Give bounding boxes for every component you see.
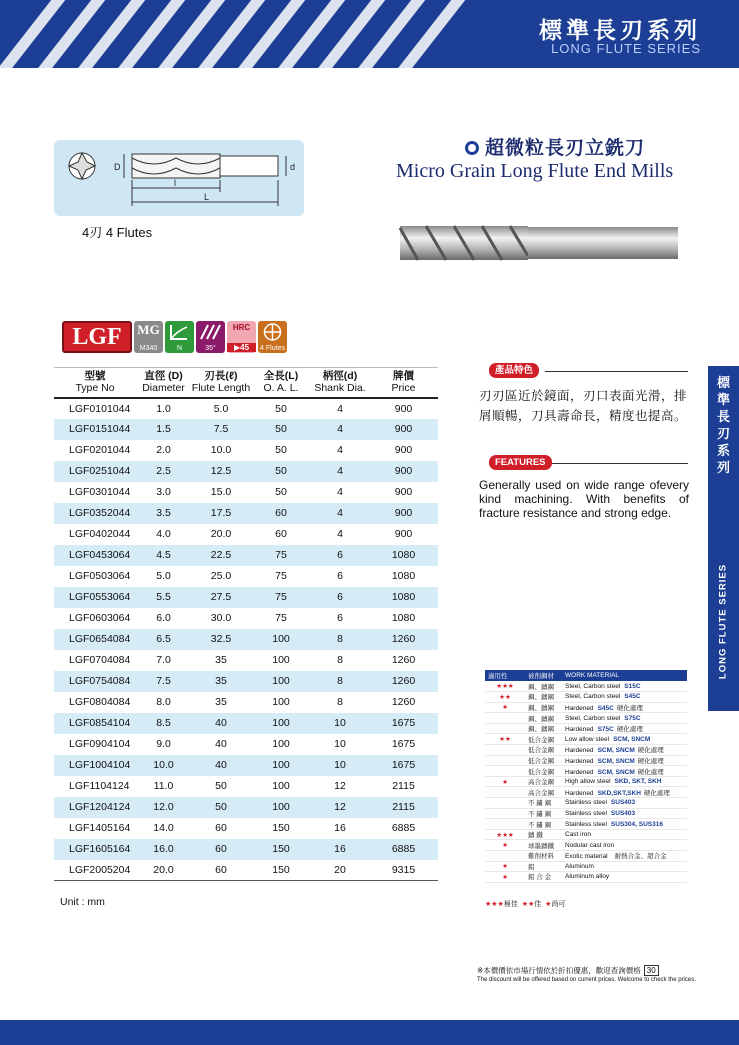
table-cell: 16: [311, 839, 369, 860]
table-cell: 7.5: [136, 671, 191, 692]
work-material-row: [485, 808, 687, 819]
table-cell: 2115: [369, 797, 438, 818]
table-cell: 10.0: [136, 755, 191, 776]
table-cell: LGF0402044: [69, 528, 131, 540]
material-en: Exotic material 耐熱合金、超合金: [562, 851, 687, 862]
bullet-circle-icon: [465, 141, 479, 155]
table-row: [54, 461, 438, 482]
material-zh: 低合金鋼: [525, 766, 562, 777]
material-badge: MG M340: [134, 321, 163, 353]
table-cell: 60: [251, 503, 311, 524]
suitability-stars: [485, 819, 525, 830]
table-cell: 3.5: [136, 503, 191, 524]
work-material-row: [485, 861, 687, 872]
features-tag-en: FEATURES: [489, 455, 552, 470]
table-cell: 900: [369, 503, 438, 524]
table-row: [54, 398, 438, 419]
table-cell: 6: [337, 570, 343, 582]
suitability-stars: ★: [485, 776, 525, 787]
suitability-legend: ★★★極佳 ★★佳 ★尚可: [485, 901, 566, 908]
work-material-row: [485, 840, 687, 851]
work-material-row: [485, 755, 687, 766]
material-zh: 鋼、鑄鋼: [525, 713, 562, 724]
coating-badge: N: [165, 321, 194, 353]
spec-table-header: [54, 368, 438, 398]
table-cell: 10: [311, 755, 369, 776]
table-cell: 6.0: [156, 612, 171, 624]
table-cell: 150: [272, 822, 290, 834]
wm-col-suitability: 適用性: [485, 670, 525, 681]
suitability-stars: ★: [485, 840, 525, 851]
table-row: [54, 440, 438, 461]
table-cell: 1.5: [136, 419, 191, 440]
suitability-stars: ★: [485, 702, 525, 713]
table-cell: 4.5: [136, 545, 191, 566]
table-row: [54, 692, 438, 713]
table-cell: 17.5: [191, 503, 251, 524]
table-cell: 50: [191, 797, 251, 818]
suitability-stars: [485, 798, 525, 809]
table-cell: 1.0: [156, 402, 171, 415]
suitability-stars: [485, 808, 525, 819]
table-cell: 100: [272, 738, 290, 750]
table-row: [54, 797, 438, 818]
work-material-row: [485, 798, 687, 809]
table-cell: 4: [311, 461, 369, 482]
header-stripes: [0, 0, 470, 68]
table-cell: 8: [311, 671, 369, 692]
table-cell: 7.5: [191, 419, 251, 440]
table-cell: 75: [275, 612, 287, 624]
table-cell: 8: [311, 629, 369, 650]
work-material-row: [485, 872, 687, 883]
table-row: [54, 545, 438, 566]
table-cell: 40: [215, 738, 227, 750]
table-cell: LGF0453064: [54, 545, 136, 566]
table-cell: 900: [394, 528, 413, 540]
table-cell: LGF0503064: [69, 570, 131, 582]
col-overall-length: 全長(L) O. A. L.: [251, 368, 311, 398]
table-cell: 9315: [369, 860, 438, 881]
table-cell: 100: [251, 671, 311, 692]
table-cell: LGF0553064: [54, 587, 136, 608]
table-cell: LGF2005204: [54, 860, 136, 881]
material-zh: 球墨鑄鐵: [525, 840, 562, 851]
col-type: 型號 Type No: [54, 368, 136, 398]
material-en: Stainless steel SUS304, SUS316: [562, 819, 687, 830]
suitability-stars: ★: [485, 872, 525, 883]
material-en: Hardened SCM, SNCM 硬化處理: [562, 766, 687, 777]
end-mill-photo-icon: [398, 220, 680, 266]
table-cell: 100: [251, 797, 311, 818]
table-cell: 1675: [369, 713, 438, 734]
material-en: Steel, Carbon steel S75C: [562, 713, 687, 724]
table-cell: 60: [191, 839, 251, 860]
table-row: [54, 650, 438, 671]
suitability-stars: [485, 713, 525, 724]
header-title: 標準長刃系列: [539, 17, 701, 43]
table-cell: 8: [337, 654, 343, 666]
unit-label: Unit : mm: [60, 896, 105, 908]
table-cell: 1675: [369, 755, 438, 776]
table-cell: 40: [191, 713, 251, 734]
table-cell: 1080: [369, 545, 438, 566]
material-en: Steel, Carbon steel S15C: [562, 681, 687, 692]
table-cell: 35: [215, 696, 227, 708]
table-cell: 1260: [369, 629, 438, 650]
suitability-stars: [485, 766, 525, 777]
table-cell: 20.0: [136, 860, 191, 881]
table-row: [54, 818, 438, 839]
table-cell: 8.0: [156, 696, 171, 708]
work-material-row: [485, 692, 687, 703]
suitability-stars: [485, 755, 525, 766]
suitability-stars: ★★: [485, 734, 525, 745]
work-material-row: [485, 819, 687, 830]
table-cell: 2.5: [136, 461, 191, 482]
table-cell: 12.5: [191, 461, 251, 482]
table-cell: 4: [311, 419, 369, 440]
material-zh: 不 鏽 鋼: [525, 819, 562, 830]
table-cell: LGF0201044: [69, 444, 131, 456]
material-en: Hardened SCM, SNCM 硬化處理: [562, 755, 687, 766]
table-cell: 12: [334, 780, 346, 792]
table-cell: 50: [251, 419, 311, 440]
table-cell: 900: [369, 419, 438, 440]
material-zh: 鋼、鑄鋼: [525, 702, 562, 713]
table-cell: 25.0: [210, 570, 232, 582]
product-title-en: Micro Grain Long Flute End Mills: [396, 160, 674, 182]
material-en: High allow steel SKD, SKT, SKH: [562, 776, 687, 787]
table-cell: 50: [275, 486, 287, 498]
table-cell: 100: [251, 713, 311, 734]
table-row: [54, 503, 438, 524]
table-cell: 1260: [391, 654, 416, 666]
table-cell: LGF1405164: [69, 822, 131, 834]
material-en: Stainless steel SUS403: [562, 798, 687, 809]
material-zh: 難削材料: [525, 851, 562, 862]
table-cell: 40: [191, 755, 251, 776]
hardness-badge: HRC ▶45: [227, 321, 256, 353]
table-cell: 1260: [369, 671, 438, 692]
price-note-en: The discount will be offered based on current prices. Welcome to check the prices.: [477, 977, 696, 983]
material-en: Aluminum: [562, 861, 687, 872]
material-zh: 鋼、鑄鋼: [525, 681, 562, 692]
material-zh: 不 鏽 鋼: [525, 808, 562, 819]
table-row: [54, 608, 438, 629]
table-cell: 4.0: [156, 528, 171, 540]
suitability-stars: ★★: [485, 692, 525, 703]
table-cell: 22.5: [191, 545, 251, 566]
material-en: Hardened SCM, SNCM 硬化處理: [562, 745, 687, 756]
divider: [552, 463, 688, 464]
end-mill-drawing-icon: [54, 140, 304, 216]
material-zh: 鋼、鑄鋼: [525, 692, 562, 703]
work-material-row: [485, 851, 687, 862]
table-cell: 900: [394, 486, 413, 498]
table-row: [54, 524, 438, 545]
table-cell: 12: [311, 797, 369, 818]
material-en: Stainless steel SUS403: [562, 808, 687, 819]
table-cell: LGF0804084: [69, 696, 131, 708]
table-row: [54, 671, 438, 692]
table-cell: 100: [251, 755, 311, 776]
helix-angle-badge: 35°: [196, 321, 225, 353]
table-cell: 7.0: [156, 654, 171, 666]
material-en: Hardened SKD,SKT,SKH 硬化處理: [562, 787, 687, 798]
table-row: [54, 860, 438, 881]
svg-text:l: l: [174, 178, 176, 188]
table-cell: 4: [337, 528, 343, 540]
table-cell: LGF1204124: [54, 797, 136, 818]
suitability-stars: [485, 851, 525, 862]
table-cell: 2115: [392, 780, 415, 792]
table-cell: 20.0: [210, 528, 232, 540]
sidebar-title-zh: 標 準 長 刃 系 列: [716, 375, 730, 475]
table-cell: 60: [275, 528, 287, 540]
material-zh: 鑄 鐵: [525, 829, 562, 840]
table-cell: 75: [251, 587, 311, 608]
work-material-row: [485, 734, 687, 745]
table-cell: LGF0352044: [54, 503, 136, 524]
table-cell: 4: [337, 402, 343, 415]
table-row: [54, 587, 438, 608]
work-material-table: [485, 670, 687, 883]
svg-text:L: L: [204, 192, 210, 202]
helix-icon: [196, 321, 225, 343]
work-material-row: [485, 713, 687, 724]
table-cell: LGF0654084: [54, 629, 136, 650]
work-material-row: [485, 702, 687, 713]
table-cell: LGF1004104: [54, 755, 136, 776]
table-cell: 35: [215, 654, 227, 666]
table-cell: 50: [215, 780, 227, 792]
table-cell: LGF0151044: [54, 419, 136, 440]
table-cell: 1260: [391, 696, 416, 708]
material-en: Low allow steel SCM, SNCM: [562, 734, 687, 745]
suitability-stars: ★★★: [485, 829, 525, 840]
table-row: [54, 566, 438, 587]
table-cell: 6.5: [136, 629, 191, 650]
flutes-badge: 4 Flutes: [258, 321, 287, 353]
table-cell: 8.5: [136, 713, 191, 734]
table-cell: 15.0: [210, 486, 232, 498]
table-cell: 10: [334, 738, 346, 750]
table-cell: 75: [275, 570, 287, 582]
col-flute-length: 刃長(ℓ) Flute Length: [191, 368, 251, 398]
product-title-zh: 超微粒長刃立銑刀: [465, 133, 645, 160]
table-cell: 60: [191, 860, 251, 881]
table-cell: 12.0: [136, 797, 191, 818]
table-cell: LGF1104124: [69, 780, 130, 792]
suitability-stars: [485, 723, 525, 734]
table-cell: LGF0603064: [69, 612, 131, 624]
table-cell: 5.0: [213, 402, 229, 415]
table-cell: 100: [272, 696, 290, 708]
material-en: Aluminum alloy: [562, 872, 687, 883]
four-flute-icon: [258, 321, 287, 343]
work-material-row: [485, 776, 687, 787]
material-en: Steel, Carbon steel S45C: [562, 692, 687, 703]
flute-count-label: 4刃 4 Flutes: [82, 225, 153, 240]
material-zh: 高合金鋼: [525, 787, 562, 798]
table-cell: 50: [275, 444, 287, 456]
table-cell: 4: [311, 503, 369, 524]
features-text-zh: 刃刃區近於鏡面，刃口表面光滑，排屑順暢，刀具壽命長，精度也提高。: [479, 389, 688, 423]
table-row: [54, 629, 438, 650]
table-cell: LGF0301044: [69, 486, 131, 498]
table-cell: LGF1605164: [54, 839, 136, 860]
table-row: [54, 755, 438, 776]
table-cell: 1675: [391, 738, 416, 750]
table-cell: 1080: [391, 570, 416, 582]
table-cell: 50: [251, 461, 311, 482]
table-cell: 1080: [369, 587, 438, 608]
table-cell: 20: [311, 860, 369, 881]
work-material-row: [485, 745, 687, 756]
table-cell: 6: [311, 545, 369, 566]
features-tag-zh: 產品特色: [489, 363, 539, 378]
work-material-row: [485, 829, 687, 840]
material-zh: 不 鏽 鋼: [525, 798, 562, 809]
suitability-stars: [485, 745, 525, 756]
table-cell: LGF0101044: [69, 402, 131, 415]
table-cell: 11.0: [153, 780, 174, 792]
work-material-row: [485, 787, 687, 798]
wm-col-material-zh: 被削鋼材: [525, 670, 562, 681]
table-cell: 900: [394, 402, 413, 415]
material-zh: 鋁: [525, 861, 562, 872]
table-row: [54, 839, 438, 860]
table-cell: 3.0: [156, 486, 171, 498]
material-en: Hardened S75C 硬化處理: [562, 723, 687, 734]
table-cell: 10: [311, 713, 369, 734]
table-row: [54, 482, 438, 503]
material-en: Nodular cast iron: [562, 840, 687, 851]
header-banner: [0, 0, 739, 68]
table-row: [54, 713, 438, 734]
table-cell: 16: [334, 822, 346, 834]
table-cell: 60: [215, 822, 227, 834]
sidebar-title-en: LONG FLUTE SERIES: [717, 563, 729, 680]
table-cell: 9.0: [156, 738, 171, 750]
table-cell: 6: [311, 587, 369, 608]
material-zh: 高合金鋼: [525, 776, 562, 787]
table-cell: 150: [251, 860, 311, 881]
table-cell: 8: [337, 696, 343, 708]
table-cell: 4: [337, 444, 343, 456]
series-badge: LGF: [62, 321, 132, 353]
page-number: 30: [644, 965, 659, 976]
table-cell: 6: [337, 612, 343, 624]
material-zh: 低合金鋼: [525, 755, 562, 766]
table-cell: 27.5: [191, 587, 251, 608]
table-cell: 50: [275, 402, 287, 415]
table-cell: 5.0: [156, 570, 171, 582]
work-material-row: [485, 681, 687, 692]
price-note: [477, 965, 696, 985]
table-cell: 100: [272, 780, 290, 792]
table-cell: 75: [251, 545, 311, 566]
table-row: [54, 419, 438, 440]
table-cell: 4: [337, 486, 343, 498]
material-zh: 鋁 合 金: [525, 872, 562, 883]
table-cell: 14.0: [153, 822, 174, 834]
divider: [545, 371, 688, 372]
suitability-stars: ★: [485, 861, 525, 872]
table-cell: 900: [369, 461, 438, 482]
table-cell: 16.0: [136, 839, 191, 860]
table-cell: 1080: [391, 612, 416, 624]
wm-col-material-en: WORK MATERIAL: [562, 670, 687, 681]
table-cell: LGF0904104: [69, 738, 131, 750]
work-material-row: [485, 766, 687, 777]
series-badges: [62, 321, 287, 355]
svg-text:D: D: [114, 162, 121, 172]
table-cell: 100: [272, 654, 290, 666]
table-cell: 6885: [391, 822, 416, 834]
dimension-diagram: [54, 140, 304, 216]
material-zh: 低合金鋼: [525, 745, 562, 756]
table-cell: LGF0251044: [54, 461, 136, 482]
suitability-stars: [485, 787, 525, 798]
suitability-stars: ★★★: [485, 681, 525, 692]
price-note-zh: ※本價價依市場行情依於折扣優惠，歡迎查詢價格: [477, 966, 641, 975]
table-cell: 150: [251, 839, 311, 860]
table-cell: 30.0: [210, 612, 232, 624]
end-profile-icon: [165, 321, 194, 343]
table-row: [54, 776, 438, 797]
table-cell: 100: [251, 629, 311, 650]
table-cell: 5.5: [136, 587, 191, 608]
table-cell: 35: [191, 671, 251, 692]
col-diameter: 直徑 (D) Diameter: [136, 368, 191, 398]
table-cell: LGF0854104: [54, 713, 136, 734]
features-text-en: Generally used on wide range ofevery kind machining. With benefits of fracture resistance and strong edge.: [479, 478, 689, 520]
material-zh: 低合金鋼: [525, 734, 562, 745]
header-subtitle: LONG FLUTE SERIES: [551, 41, 701, 56]
series-sidebar: [708, 366, 739, 711]
table-cell: LGF0754084: [54, 671, 136, 692]
col-shank-dia: 柄徑(d) Shank Dia.: [311, 368, 369, 398]
table-cell: 6885: [369, 839, 438, 860]
col-price: 牌價 Price: [369, 368, 438, 398]
material-en: Cast iron: [562, 829, 687, 840]
work-material-row: [485, 723, 687, 734]
material-zh: 鋼、鑄鋼: [525, 723, 562, 734]
table-cell: LGF0704084: [69, 654, 131, 666]
footer-bar: [0, 1020, 739, 1045]
material-en: Hardened S45C 硬化處理: [562, 702, 687, 713]
table-row: [54, 734, 438, 755]
svg-text:d: d: [290, 162, 296, 172]
table-cell: 10.0: [210, 444, 232, 456]
spec-table: [54, 367, 438, 881]
table-cell: 2.0: [156, 444, 171, 456]
table-cell: 32.5: [191, 629, 251, 650]
table-cell: 900: [394, 444, 413, 456]
